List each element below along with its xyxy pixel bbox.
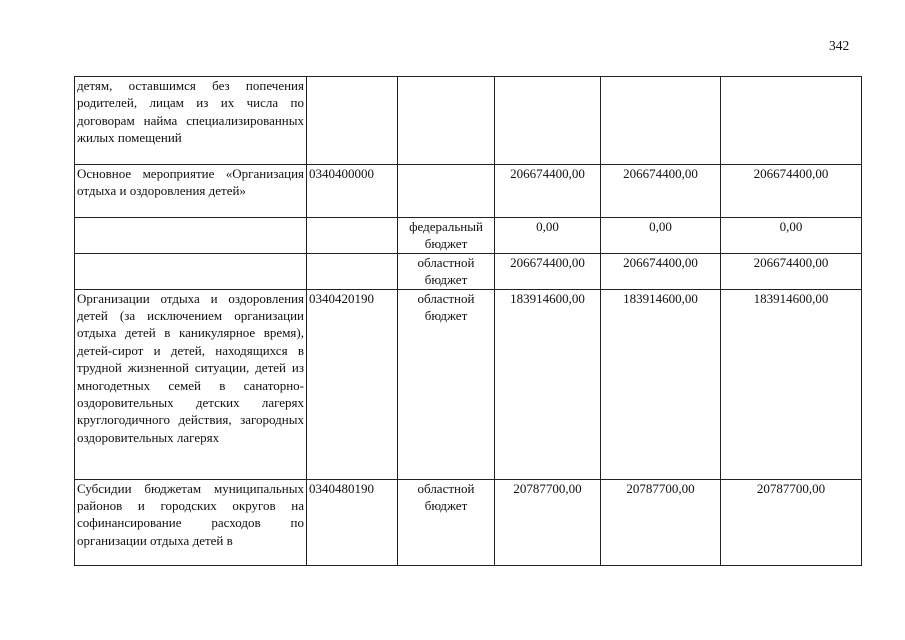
row-code-cell: 0340420190 xyxy=(307,289,398,479)
row-code-cell xyxy=(307,77,398,165)
row-code-cell: 0340400000 xyxy=(307,165,398,218)
budget-table xyxy=(74,76,862,566)
table-row xyxy=(75,289,862,479)
row-value-2-cell: 206674400,00 xyxy=(601,253,721,289)
row-value-3-cell: 206674400,00 xyxy=(721,165,862,218)
table-row xyxy=(75,253,862,289)
row-value-3-cell: 0,00 xyxy=(721,218,862,254)
row-value-2-cell xyxy=(601,77,721,165)
row-code-cell xyxy=(307,218,398,254)
row-value-2-cell: 20787700,00 xyxy=(601,479,721,565)
row-name-cell xyxy=(75,218,307,254)
row-source-cell: федеральный бюджет xyxy=(398,218,495,254)
row-value-2-cell: 206674400,00 xyxy=(601,165,721,218)
row-value-1-cell: 206674400,00 xyxy=(495,253,601,289)
row-value-1-cell: 20787700,00 xyxy=(495,479,601,565)
table-row xyxy=(75,77,862,165)
row-value-1-cell: 206674400,00 xyxy=(495,165,601,218)
table-row xyxy=(75,165,862,218)
row-source-cell: областной бюджет xyxy=(398,289,495,479)
page-number: 342 xyxy=(829,38,850,53)
row-source-cell xyxy=(398,77,495,165)
row-value-3-cell: 20787700,00 xyxy=(721,479,862,565)
row-value-3-cell: 206674400,00 xyxy=(721,253,862,289)
row-source-cell: областной бюджет xyxy=(398,479,495,565)
row-code-cell xyxy=(307,253,398,289)
row-value-1-cell: 0,00 xyxy=(495,218,601,254)
row-value-1-cell: 183914600,00 xyxy=(495,289,601,479)
row-name-cell: Субсидии бюджетам муниципальных районов и городских округов на софинансирование расходов по организации отдыха детей в xyxy=(75,479,307,565)
row-value-3-cell: 183914600,00 xyxy=(721,289,862,479)
table-row xyxy=(75,479,862,565)
row-value-1-cell xyxy=(495,77,601,165)
row-source-cell: областной бюджет xyxy=(398,253,495,289)
row-value-3-cell xyxy=(721,77,862,165)
table-row xyxy=(75,218,862,254)
row-name-cell xyxy=(75,253,307,289)
row-code-cell: 0340480190 xyxy=(307,479,398,565)
row-name-cell: Организации отдыха и оздоровления детей (за исключением организации отдыха детей в каникулярное время), детей-сирот и детей, находящихся в трудной жизненной ситуации, детей из многодетных семей в санаторно-оздоровительных детских лагерях круглогодичного действия, загородных оздоровительных лагерях xyxy=(75,289,307,479)
row-source-cell xyxy=(398,165,495,218)
row-name-cell: детям, оставшимся без попечения родителей, лицам из их числа по договорам найма специализированных жилых помещений xyxy=(75,77,307,165)
row-value-2-cell: 183914600,00 xyxy=(601,289,721,479)
row-value-2-cell: 0,00 xyxy=(601,218,721,254)
row-name-cell: Основное мероприятие «Организация отдыха и оздоровления детей» xyxy=(75,165,307,218)
